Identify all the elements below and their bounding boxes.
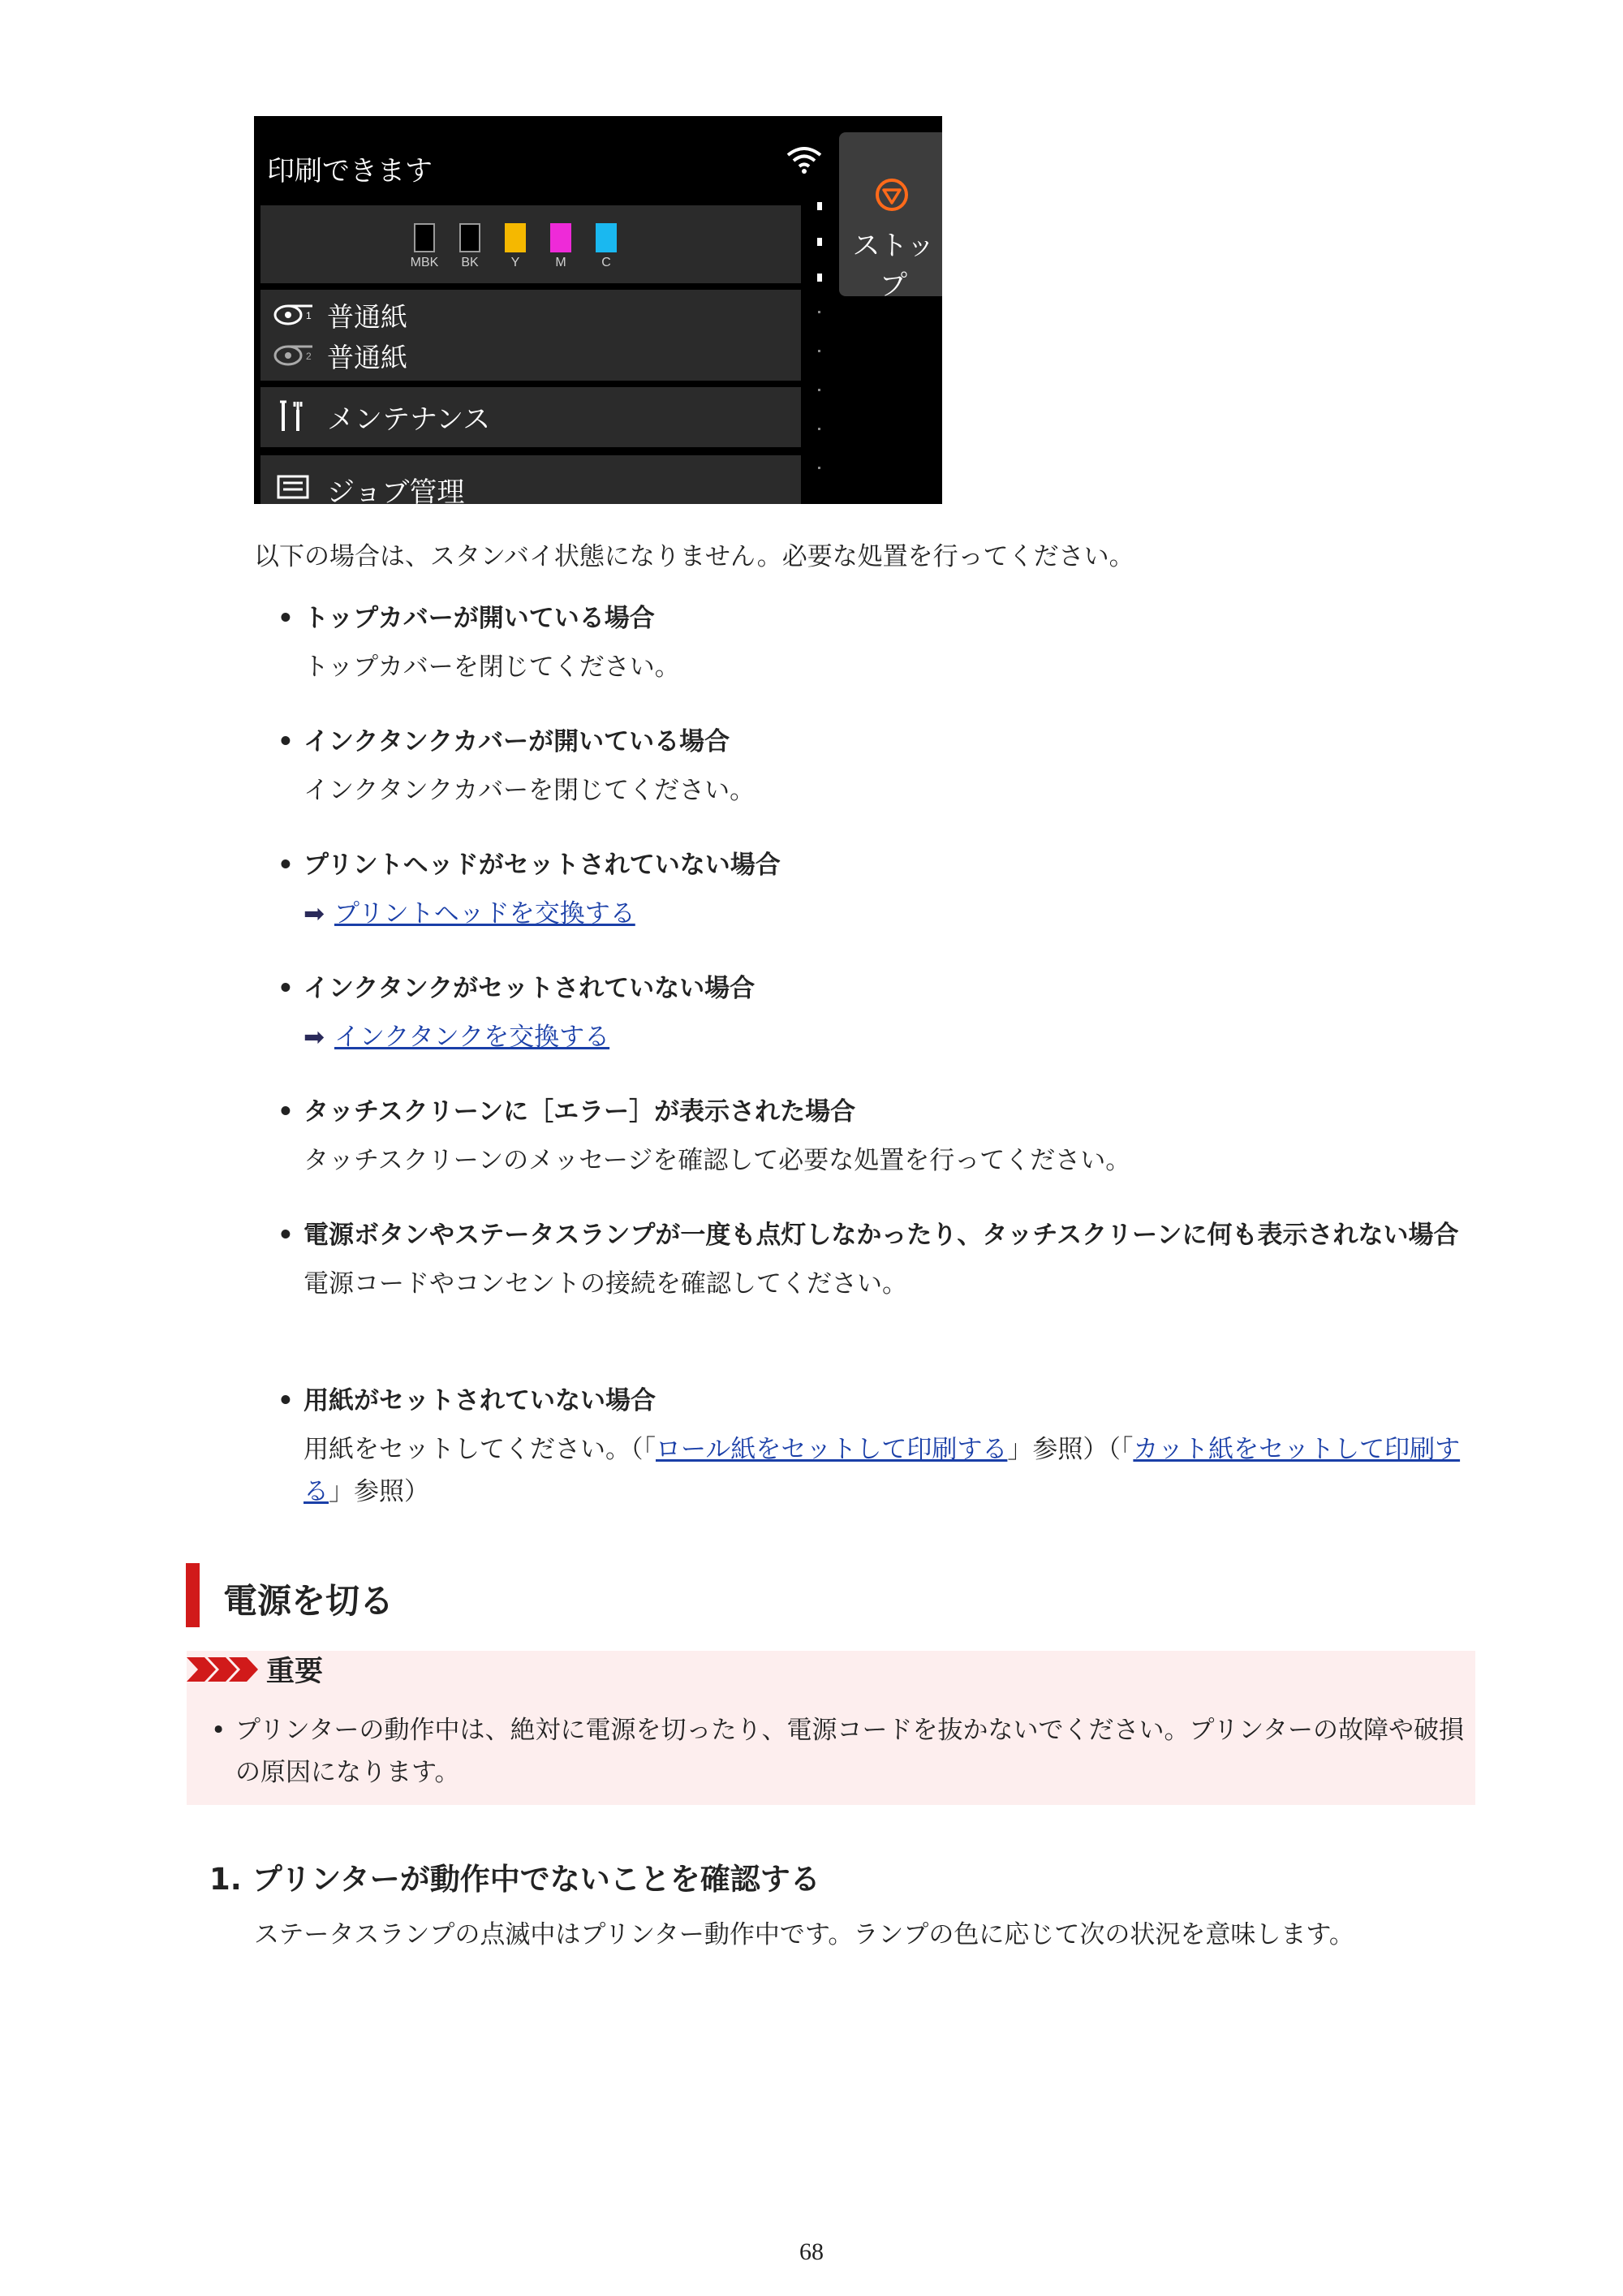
ink-swatch — [550, 223, 571, 252]
replace-print-head-link[interactable]: プリントヘッドを交換する — [334, 899, 635, 928]
list-item-ink-cover: • インクタンクカバーが開いている場合 インクタンクカバーを閉じてください。 — [278, 727, 756, 805]
paper-2-type: 普通紙 — [327, 341, 407, 373]
scroll-dot — [818, 311, 820, 313]
paper-1-type: 普通紙 — [327, 300, 407, 333]
screen-status-title: 印刷できます — [267, 155, 433, 187]
ink-bk: BK — [447, 223, 493, 270]
ink-y: Y — [493, 223, 538, 270]
ink-level-panel[interactable] — [260, 205, 801, 283]
wifi-icon — [786, 145, 823, 174]
important-note-box — [187, 1651, 1475, 1805]
job-management-label: ジョブ管理 — [327, 476, 465, 504]
roll-1-icon — [272, 303, 316, 327]
important-arrows-icon — [187, 1654, 260, 1685]
list-item-power: • 電源ボタンやステータスランプが一度も点灯しなかったり、タッチスクリーンに何も表示されない場合 電源コードやコンセントの接続を確認してください。 — [278, 1221, 1459, 1299]
ink-swatch — [459, 223, 480, 252]
load-roll-paper-link[interactable]: ロール紙をセットして印刷する — [656, 1435, 1008, 1464]
paper-row-2 — [272, 337, 407, 374]
touchscreen-image — [254, 116, 942, 504]
roll-2-icon — [272, 343, 316, 368]
stop-icon — [875, 178, 909, 212]
paper-row-1 — [272, 296, 407, 334]
scroll-dot — [817, 274, 822, 282]
scroll-dot — [818, 467, 820, 469]
important-header — [187, 1649, 323, 1690]
arrow-right-icon: ➡ — [304, 1023, 325, 1052]
step-1-description: ステータスランプの点滅中はプリンター動作中です。ランプの色に応じて次の状況を意味します。 — [254, 1920, 1354, 1949]
arrow-right-icon: ➡ — [304, 899, 325, 928]
maintenance-label: メンテナンス — [327, 403, 491, 436]
job-management-menu-item[interactable] — [260, 455, 801, 504]
scroll-dot — [818, 350, 820, 352]
scroll-dot — [817, 202, 822, 210]
scroll-dot — [818, 389, 820, 391]
list-item-paper: • 用紙がセットされていない場合 用紙をセットしてください。（「ロール紙をセットして印刷する」参照）（「カット紙をセットして印刷する」参照） — [278, 1386, 1461, 1506]
replace-ink-tank-link[interactable]: インクタンクを交換する — [334, 1023, 610, 1052]
page-number: 68 — [799, 2238, 824, 2265]
paper-settings-panel[interactable] — [260, 290, 801, 381]
ink-swatch — [505, 223, 526, 252]
tools-icon — [275, 398, 308, 434]
list-item-print-head: • プリントヘッドがセットされていない場合 ➡ プリントヘッドを交換する — [278, 851, 781, 928]
ink-swatch — [596, 223, 617, 252]
scroll-dot — [818, 428, 820, 430]
svg-text:1: 1 — [306, 310, 312, 321]
section-title: 電源を切る — [223, 1581, 394, 1621]
list-item-top-cover: • トップカバーが開いている場合 トップカバーを閉じてください。 — [278, 604, 680, 682]
list-item-error: • タッチスクリーンに［エラー］が表示された場合 タッチスクリーンのメッセージを確認して必要な処置を行ってください。 — [278, 1097, 1131, 1175]
job-list-icon — [277, 475, 309, 499]
important-label: 重要 — [266, 1656, 324, 1688]
intro-text: 以下の場合は、スタンバイ状態になりません。必要な処置を行ってください。 — [254, 542, 1134, 571]
ink-c: C — [583, 223, 629, 270]
maintenance-menu-item[interactable] — [260, 387, 801, 447]
ink-mbk: MBK — [402, 223, 447, 270]
important-text: • プリンターの動作中は、絶対に電源を切ったり、電源コードを抜かないでください。プリンターの故障や破損の原因になります。 — [211, 1716, 1465, 1787]
svg-text:2: 2 — [306, 351, 312, 362]
section-accent-bar — [186, 1563, 200, 1627]
list-item-ink-tank: • インクタンクがセットされていない場合 ➡ インクタンクを交換する — [278, 974, 756, 1052]
stop-button[interactable] — [839, 132, 942, 302]
load-cut-sheet-link[interactable]: カット紙をセットして印刷する — [304, 1435, 1461, 1506]
stop-label: ストップ — [852, 230, 935, 302]
scroll-dot — [817, 238, 822, 246]
step-1-title: 1. プリンターが動作中でないことを確認する — [209, 1862, 820, 1897]
ink-m: M — [538, 223, 583, 270]
ink-swatch — [414, 223, 435, 252]
